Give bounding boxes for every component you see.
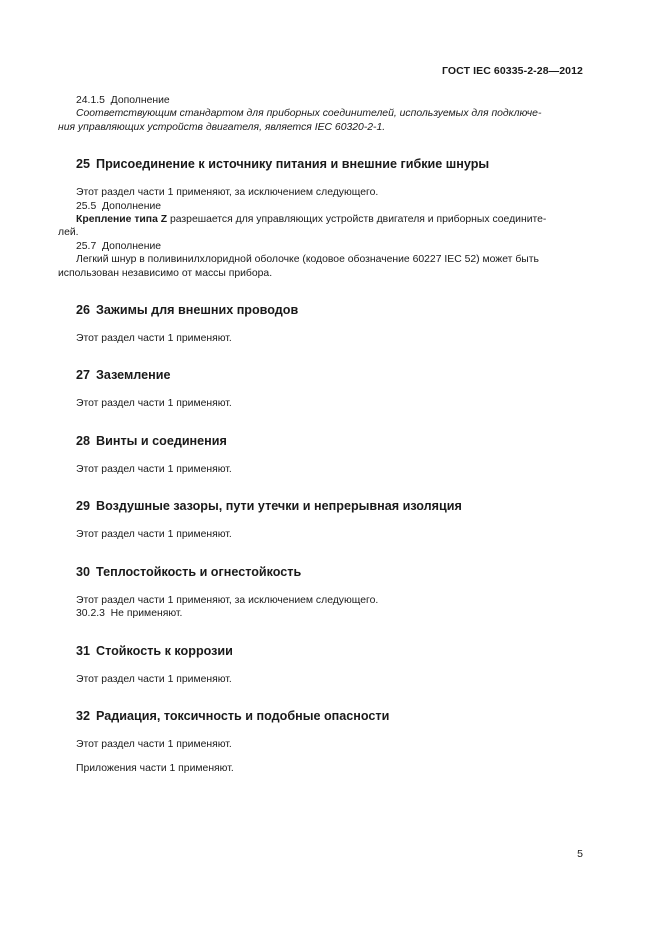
clause-number: 30.2.3 — [76, 608, 105, 620]
section-number: 25 — [76, 157, 91, 172]
section-title: Присоединение к источнику питания и внешние гибкие шнуры — [96, 157, 490, 172]
clause-25-5-rest: разрешается для управляющих устройств двигателя и приборных соедините- — [167, 214, 547, 226]
section-title: Стойкость к коррозии — [96, 643, 233, 658]
clause-25-5-text-line2: лей. — [58, 227, 79, 239]
section-heading-32 — [58, 708, 583, 724]
annexes-text: Приложения части 1 применяют. — [76, 763, 234, 775]
clause-number: 25.5 — [76, 200, 97, 212]
clause-number: 25.7 — [76, 240, 97, 252]
section-number: 28 — [76, 433, 91, 448]
section-heading-28 — [58, 433, 583, 449]
clause-25-7-heading — [58, 240, 583, 253]
section-title: Зажимы для внешних проводов — [96, 303, 299, 318]
section-title: Заземление — [96, 368, 171, 383]
document-header: ГОСТ IEC 60335-2-28—2012 — [441, 65, 583, 77]
clause-25-5-heading — [58, 200, 583, 213]
section-number: 29 — [76, 499, 91, 514]
section-heading-30 — [58, 564, 583, 580]
section-number: 27 — [76, 368, 91, 383]
clause-24-1-5-heading — [58, 94, 583, 107]
section-title: Винты и соединения — [96, 433, 227, 448]
section-heading-25 — [58, 156, 583, 172]
section-title: Радиация, токсичность и подобные опасности — [96, 708, 390, 723]
defined-term: Крепление типа Z — [76, 214, 168, 226]
clause-25-7-text-line2: использован независимо от массы прибора. — [58, 267, 273, 279]
clause-25-5-text-line1 — [58, 213, 583, 226]
section-28-text: Этот раздел части 1 применяют. — [76, 463, 232, 475]
section-title: Теплостойкость и огнестойкость — [96, 564, 302, 579]
clause-text: Не применяют. — [110, 608, 183, 620]
clause-label: Дополнение — [102, 200, 162, 212]
section-27-text: Этот раздел части 1 применяют. — [76, 398, 232, 410]
clause-25-7-text-line1: Легкий шнур в поливинилхлоридной оболочке (кодовое обозначение 60227 IEC 52) может быть — [76, 254, 539, 266]
clause-24-1-5-text-line2: ния управляющих устройств двигателя, является IEC 60320-2-1. — [58, 121, 386, 133]
clause-30-2-3 — [58, 607, 583, 620]
document-body — [58, 94, 583, 776]
section-heading-29 — [58, 498, 583, 514]
section-number: 32 — [76, 708, 91, 723]
section-30-intro: Этот раздел части 1 применяют, за исключением следующего. — [76, 594, 379, 606]
section-heading-31 — [58, 643, 583, 659]
clause-label: Дополнение — [110, 95, 170, 106]
section-number: 31 — [76, 643, 91, 658]
section-25-intro: Этот раздел части 1 применяют, за исключением следующего. — [76, 187, 379, 199]
section-number: 30 — [76, 564, 91, 579]
section-31-text: Этот раздел части 1 применяют. — [76, 673, 232, 685]
section-32-text: Этот раздел части 1 применяют. — [76, 738, 232, 750]
section-heading-27 — [58, 367, 583, 383]
clause-number: 24.1.5 — [76, 95, 105, 106]
section-title: Воздушные зазоры, пути утечки и непрерывная изоляция — [96, 499, 462, 514]
section-heading-26 — [58, 302, 583, 318]
clause-24-1-5-text-line1: Соответствующим стандартом для приборных соединителей, используемых для подключе- — [76, 108, 542, 120]
clause-label: Дополнение — [102, 240, 162, 252]
section-29-text: Этот раздел части 1 применяют. — [76, 529, 232, 541]
section-number: 26 — [76, 303, 91, 318]
section-26-text: Этот раздел части 1 применяют. — [76, 333, 232, 345]
page-number: 5 — [577, 848, 583, 860]
